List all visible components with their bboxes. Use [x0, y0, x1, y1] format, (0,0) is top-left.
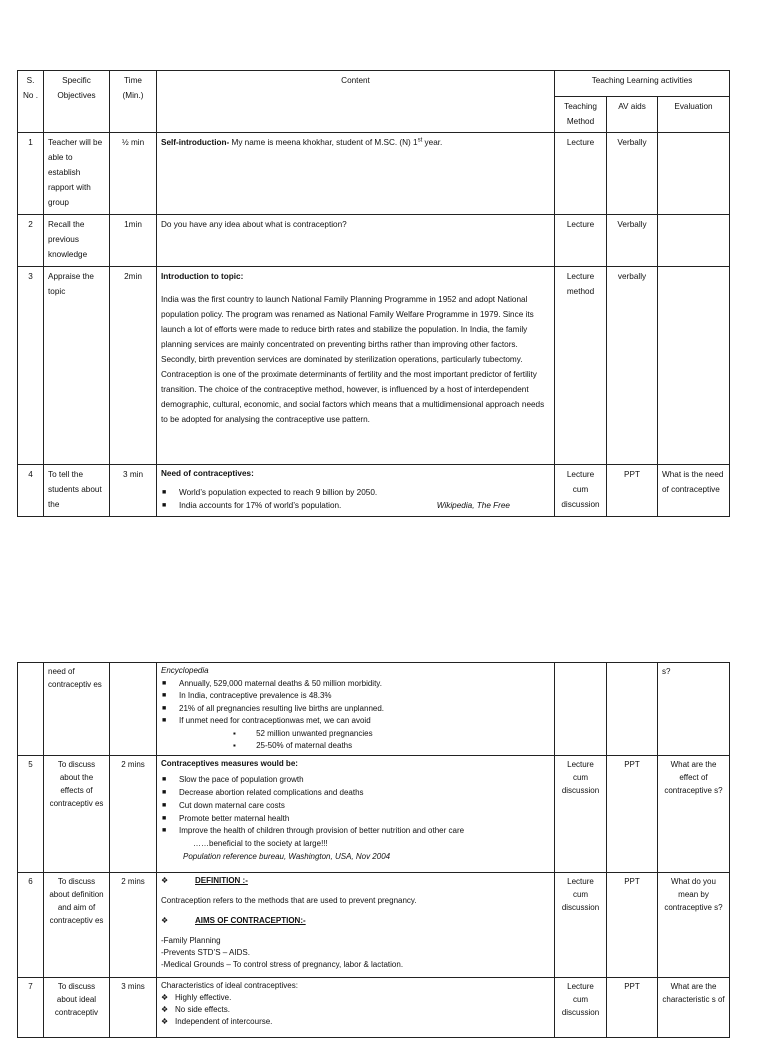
row-evaluation: What do you mean by contraceptive s?: [658, 872, 730, 977]
header-av-aids: AV aids: [607, 97, 658, 133]
list-item: ❖ Independent of intercourse.: [161, 1016, 550, 1028]
header-teaching-method: Teaching Method: [555, 97, 607, 133]
content-heading: Self-introduction-: [161, 138, 230, 147]
row-objective: To discuss about ideal contraceptiv: [44, 977, 110, 1037]
content-heading: Need of contraceptives:: [161, 469, 254, 478]
row-method: Lecture cum discussion: [555, 872, 607, 977]
row-evaluation: [658, 133, 730, 215]
row-objective: Appraise the topic: [44, 267, 110, 465]
row-sno: 2: [18, 215, 44, 267]
content-heading: Characteristics of ideal contraceptives:: [161, 980, 298, 990]
row-objective: Teacher will be able to establish rapport with group: [44, 133, 110, 215]
source-citation: Population reference bureau, Washington, USA, Nov 2004: [183, 852, 391, 862]
header-sno: S. No .: [18, 71, 44, 133]
table-row: [18, 663, 730, 756]
sub-list-item: ▪ 25-50% of maternal deaths: [233, 741, 353, 750]
row-time: 2 mins: [110, 755, 157, 872]
list-item: ❖ Highly effective.: [161, 992, 550, 1004]
row-method: Lecture method: [555, 267, 607, 465]
definition-text: Contraception refers to the methods that are used to prevent pregnancy.: [161, 895, 417, 905]
characteristics-list: [161, 992, 550, 1028]
header-evaluation: Evaluation: [658, 97, 730, 133]
content-heading: Introduction to topic:: [161, 272, 244, 281]
row-time: 3 min: [110, 465, 157, 517]
row-evaluation: [658, 215, 730, 267]
content-paragraph: India was the first country to launch National Family Planning Programme in 1952 and adopt National population policy. The program was renamed as National Family Welfare Programme in 1979. Since its launch a lot of efforts were made to reduce birth rates and stabilize the population. In India, the family planning services are mainly concentrated on preventing births rather than improving other factors. Secondly, birth prevention services are dominated by sterilization operations, particularly tubectomy. Contraception is one of the proximate determinants of fertility and the most important predictor of fertility transition. The choice of the contraceptive method, however, is influenced by a host of interdependent demographic, cultural, economic, and social factors which means that a multidimensional approach needs to be adopted for analysing the contraceptive use pattern.: [161, 295, 545, 424]
sub-list-item-text: 52 million unwanted pregnancies: [256, 728, 373, 738]
row-av: PPT: [607, 465, 658, 517]
aims-heading-list: [161, 915, 550, 927]
table-row: [18, 267, 730, 465]
need-bullet-list: [161, 486, 550, 512]
aims-heading: AIMS OF CONTRACEPTION:-: [195, 915, 306, 925]
row-objective: To discuss about the effects of contraceptiv es: [44, 755, 110, 872]
row-content: [157, 755, 555, 872]
list-item: [161, 499, 550, 512]
aim-item: -Medical Grounds – To control stress of pregnancy, labor & lactation.: [161, 959, 404, 969]
document-page-2: [0, 568, 768, 1024]
row-method: Lecture cum discussion: [555, 977, 607, 1037]
row-content: [157, 267, 555, 465]
header-content: Content: [157, 71, 555, 133]
row-method: Lecture: [555, 133, 607, 215]
list-item: ■ 21% of all pregnancies resulting live births are unplanned.: [161, 703, 550, 716]
lesson-plan-table-continued: [17, 662, 730, 1038]
source-citation: Encyclopedia: [161, 666, 209, 675]
sub-list-item-text: 25-50% of maternal deaths: [256, 741, 353, 750]
row-content: [157, 465, 555, 517]
content-sup: st: [417, 137, 423, 144]
source-citation: Wikipedia, The Free: [436, 501, 510, 510]
row-method: Lecture cum discussion: [555, 755, 607, 872]
header-objectives: Specific Objectives: [44, 71, 110, 133]
row-evaluation: s?: [658, 663, 730, 756]
row-content: [157, 872, 555, 977]
row-sno: 7: [18, 977, 44, 1037]
row-av: Verbally: [607, 215, 658, 267]
row-content: [157, 977, 555, 1037]
list-item: ■ Decrease abortion related complications and deaths: [161, 787, 550, 800]
row-time: 1min: [110, 215, 157, 267]
sub-list-item: ▪ 52 million unwanted pregnancies: [233, 728, 373, 738]
row-sno: 5: [18, 755, 44, 872]
row-av: PPT: [607, 977, 658, 1037]
row-sno: 4: [18, 465, 44, 517]
row-objective: To tell the students about the: [44, 465, 110, 517]
row-method: Lecture cum discussion: [555, 465, 607, 517]
header-teaching-learning: Teaching Learning activities: [555, 71, 730, 97]
row-time: 2 mins: [110, 872, 157, 977]
row-av: PPT: [607, 872, 658, 977]
row-content: [157, 663, 555, 756]
stats-bullet-list: [161, 678, 550, 728]
row-time: 3 mins: [110, 977, 157, 1037]
list-item: [161, 915, 550, 927]
row-sno: 1: [18, 133, 44, 215]
list-item: ■ Improve the health of children through provision of better nutrition and other care: [161, 825, 550, 838]
row-av: PPT: [607, 755, 658, 872]
row-evaluation: [658, 267, 730, 465]
row-objective: Recall the previous knowledge: [44, 215, 110, 267]
table-row: [18, 977, 730, 1037]
row-method: Lecture: [555, 215, 607, 267]
row-evaluation: What are the characteristic s of: [658, 977, 730, 1037]
list-item: ■ If unmet need for contraceptionwas met, we can avoid: [161, 715, 550, 728]
row-content: Do you have any idea about what is contraception?: [157, 215, 555, 267]
row-sno: 3: [18, 267, 44, 465]
content-tail: ……beneficial to the society at large!!!: [193, 839, 328, 849]
table-row: [18, 133, 730, 215]
list-item-text: India accounts for 17% of world’s population.: [179, 501, 342, 510]
row-content: [157, 133, 555, 215]
row-objective: need of contraceptiv es: [44, 663, 110, 756]
list-item: ■ World’s population expected to reach 9 billion by 2050.: [161, 486, 550, 499]
row-av: Verbally: [607, 133, 658, 215]
list-item: ❖ No side effects.: [161, 1004, 550, 1016]
table-row: [18, 215, 730, 267]
aim-item: -Prevents STD’S – AIDS.: [161, 947, 250, 957]
row-time: 2min: [110, 267, 157, 465]
aim-item: -Family Planning: [161, 935, 221, 945]
list-item: ■ Promote better maternal health: [161, 813, 550, 826]
row-sno: 6: [18, 872, 44, 977]
table-row: [18, 465, 730, 517]
row-evaluation: What are the effect of contraceptive s?: [658, 755, 730, 872]
list-item: ■ Annually, 529,000 maternal deaths & 50 million morbidity.: [161, 678, 550, 691]
row-av: verbally: [607, 267, 658, 465]
header-time: Time (Min.): [110, 71, 157, 133]
table-row: [18, 755, 730, 872]
definition-heading: DEFINITION :-: [195, 875, 248, 885]
row-evaluation: What is the need of contraceptive: [658, 465, 730, 517]
definition-heading-list: [161, 875, 550, 887]
content-text: My name is meena khokhar, student of M.SC. (N) 1: [229, 138, 418, 147]
list-item: [161, 875, 550, 887]
list-item: ■ Cut down maternal care costs: [161, 800, 550, 813]
list-item: ■ Slow the pace of population growth: [161, 774, 550, 787]
lesson-plan-table: [17, 70, 730, 517]
list-item: ■ In India, contraceptive prevalence is 48.3%: [161, 690, 550, 703]
row-objective: To discuss about definition and aim of contraceptiv es: [44, 872, 110, 977]
content-heading: Contraceptives measures would be:: [161, 758, 298, 768]
table-row: [18, 872, 730, 977]
row-time: ½ min: [110, 133, 157, 215]
measures-bullet-list: [161, 774, 550, 838]
content-tail: year.: [422, 138, 443, 147]
